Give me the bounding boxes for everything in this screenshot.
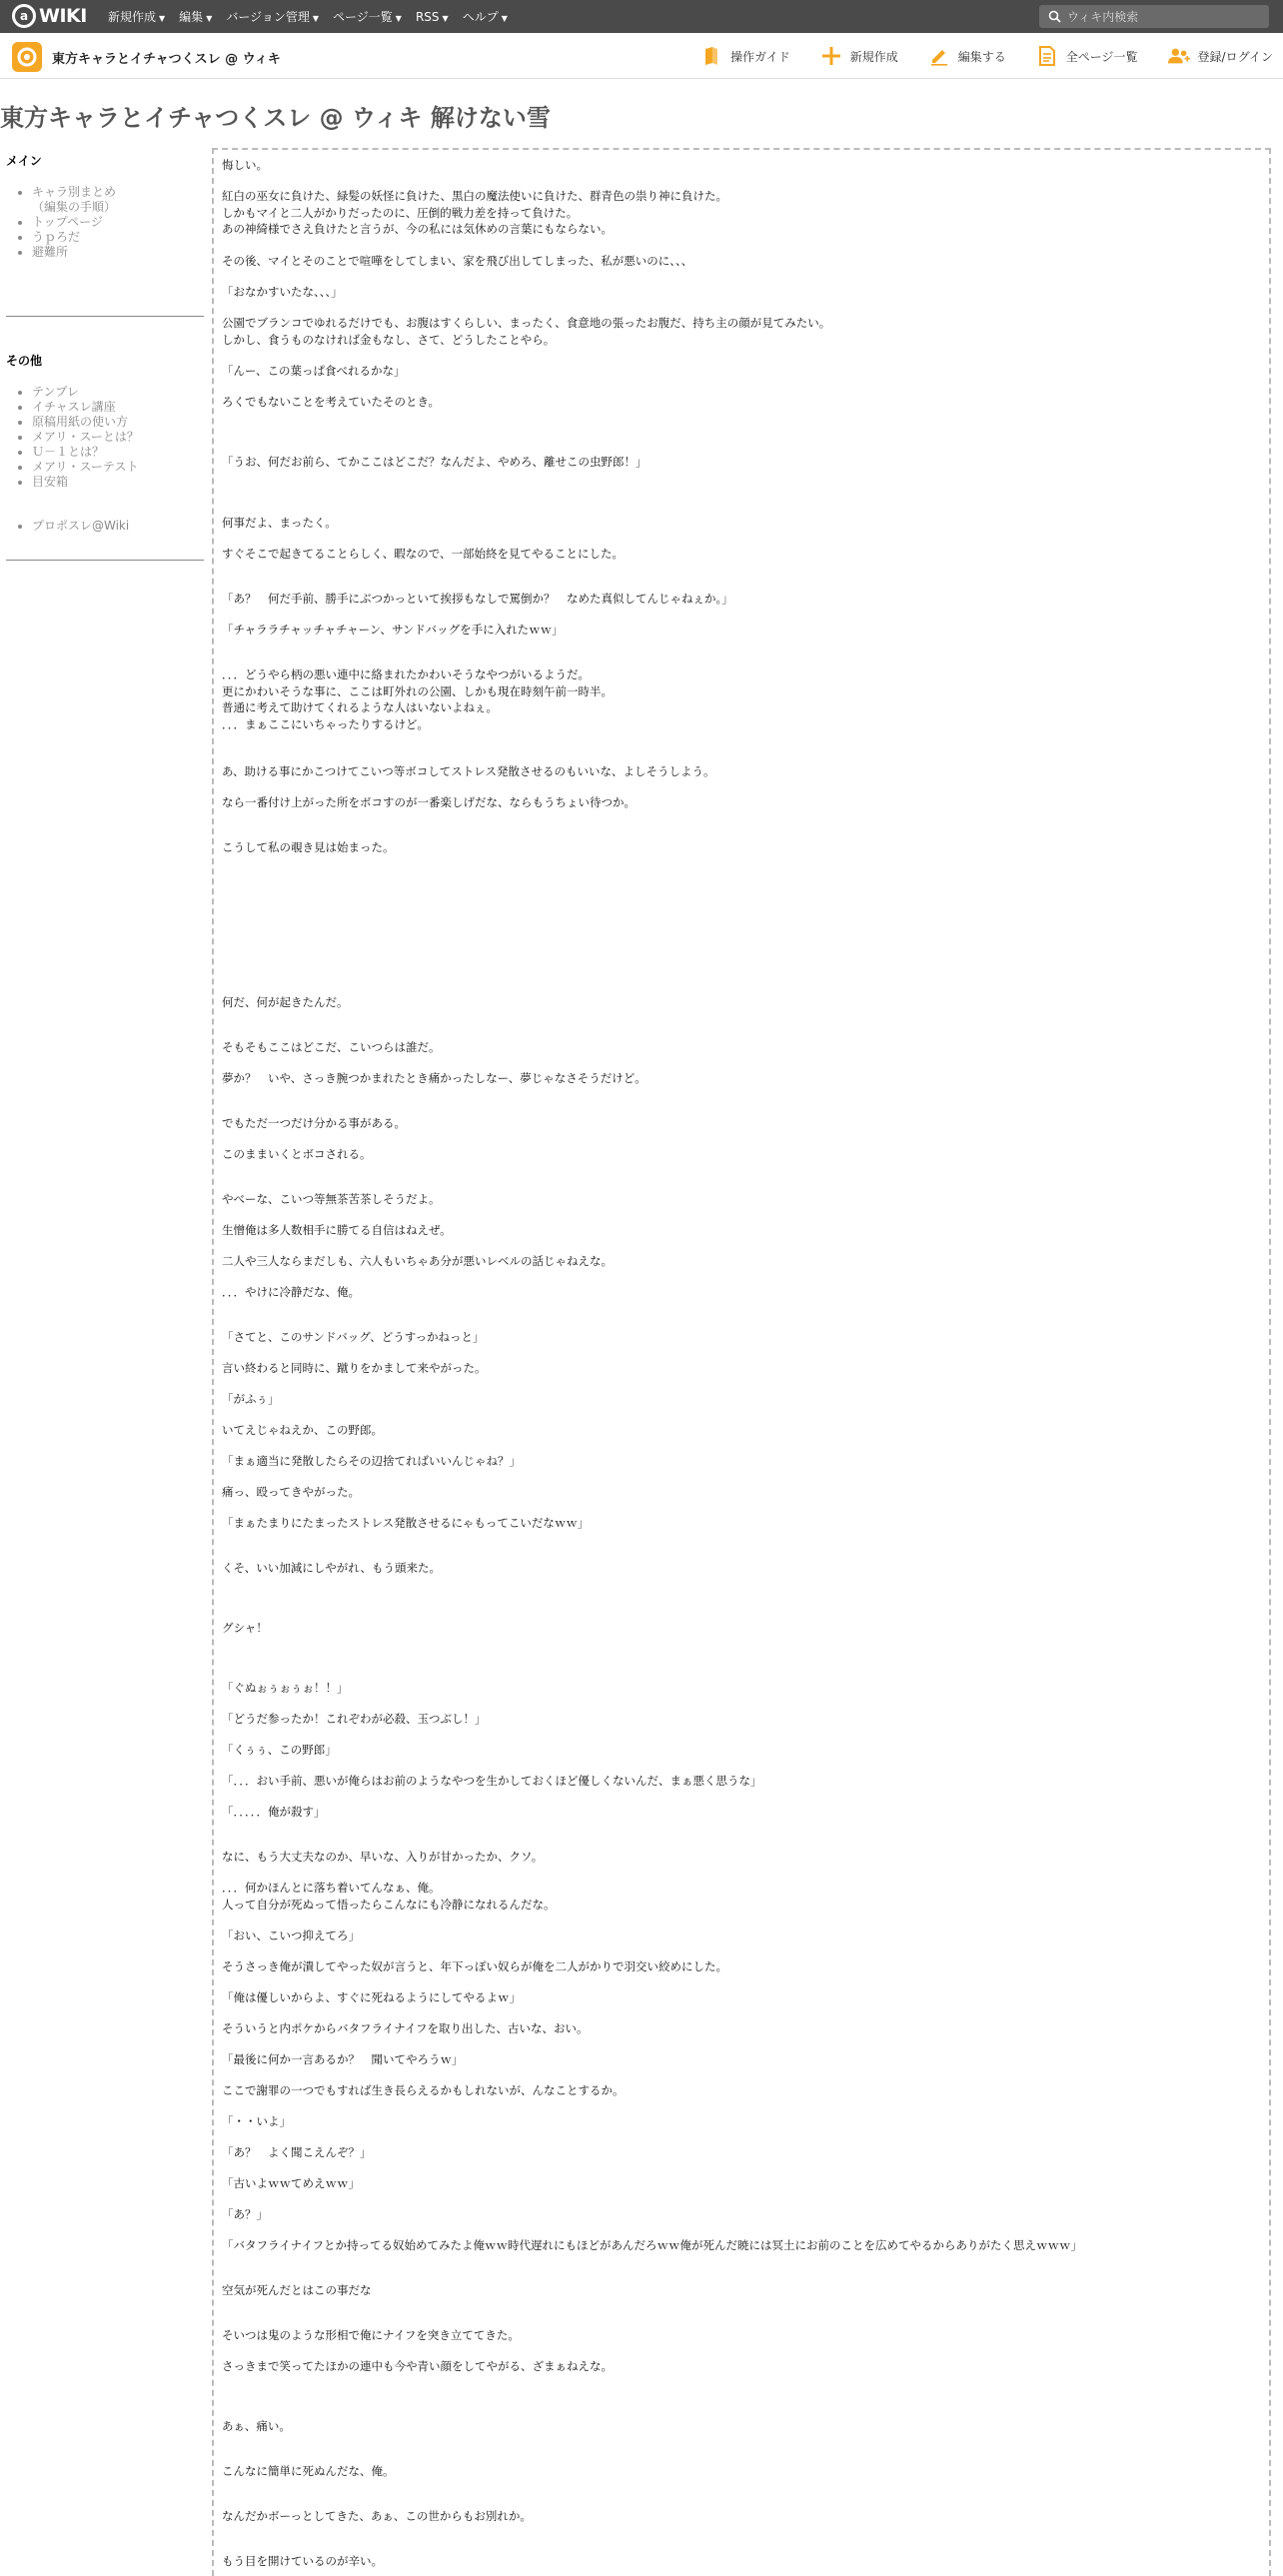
story-paragraph: このままいくとボコされる。 xyxy=(222,1147,372,1161)
story-paragraph: グシャ！ xyxy=(222,1621,268,1635)
story-paragraph: 「んー、この葉っぱ食べれるかな」 xyxy=(222,364,406,378)
menu-version-label: バージョン管理 xyxy=(226,10,310,24)
edit-label: 編集する xyxy=(957,49,1006,64)
story-paragraph: 「古いよｗｗてめえｗｗ」 xyxy=(222,2176,360,2190)
sidebar-main-heading: メイン xyxy=(6,154,42,168)
menu-version[interactable] xyxy=(226,8,319,25)
story-paragraph: こんなに簡単に死ぬんだな、俺。 xyxy=(222,2464,395,2478)
menu-page-list[interactable] xyxy=(333,8,402,25)
sidebar-item-course[interactable] xyxy=(32,400,222,415)
logo-text: WIKI xyxy=(39,5,87,27)
sidebar-link[interactable]: 目安箱 xyxy=(32,475,69,489)
users-icon xyxy=(1168,45,1190,67)
book-icon xyxy=(700,45,722,67)
caret-down-icon: ▼ xyxy=(312,14,320,23)
story-paragraph: さっきまで笑ってたほかの連中も今や青い顔をしてやがる、ざまぁねえな。 xyxy=(222,2359,613,2373)
story-paragraph: 「チャララチャッチャチャーン、サンドバッグを手に入れたｗｗ」 xyxy=(222,623,564,637)
story-paragraph: 「どうだ参ったか！これぞわが必殺、玉つぶし！」 xyxy=(222,1712,487,1726)
caret-down-icon: ▼ xyxy=(395,14,402,23)
story-paragraph: ここで謝罪の一つでもすれば生き長らえるかもしれないが、んなことするか。 xyxy=(222,2083,625,2097)
sidebar-other-heading: その他 xyxy=(6,354,43,368)
menu-help[interactable] xyxy=(463,8,508,25)
story-paragraph: 紅白の巫女に負けた、緑髪の妖怪に負けた、黒白の魔法使いに負けた、群青色の祟り神に負けた。 しかもマイと二人がかりだったのに、圧倒的戦力差を持って負けた。 あの神綺様でさえ負けたと言うが、今の私には気休めの言葉にもならない。 xyxy=(222,189,727,236)
sidebar-link[interactable]: 原稿用紙の使い方 xyxy=(32,415,129,429)
story-paragraph: 「あ？ よく聞こえんぞ？」 xyxy=(222,2145,372,2159)
menu-page-list-label: ページ一覧 xyxy=(333,10,393,24)
story-paragraph: 痛っ、殴ってきやがった。 xyxy=(222,1485,360,1499)
story-paragraph: そういうと内ポケからバタフライナイフを取り出した、古いな、おい。 xyxy=(222,2021,589,2035)
story-paragraph: 何事だよ、まったく。 xyxy=(222,516,337,530)
story-paragraph: 「・・いよ」 xyxy=(222,2114,291,2128)
sidebar-item-uploader[interactable] xyxy=(32,230,222,245)
sidebar-link[interactable]: うｐろだ xyxy=(32,230,81,244)
pencil-icon xyxy=(928,45,950,67)
sidebar-link[interactable]: メアリ・スーテスト xyxy=(32,460,139,474)
top-menu xyxy=(108,0,522,33)
story-paragraph: 「バタフライナイフとか持ってる奴始めてみたよ俺ｗｗ時代遅れにもほどがあんだろｗｗ俺が死んだ暁には冥土にお前のことを広めてやるからありがたく思えｗｗｗ」 xyxy=(222,2238,1082,2252)
login-label: 登録/ログイン xyxy=(1197,49,1273,64)
menu-edit-label: 編集 xyxy=(179,10,204,24)
story-paragraph: そうさっき俺が潰してやった奴が言うと、年下っぽい奴らが俺を二人がかりで羽交い絞めにした。 xyxy=(222,1959,727,1973)
top-navigation-bar xyxy=(0,0,1283,33)
story-paragraph: ．．．何かほんとに落ち着いてんなぁ、俺。 人って自分が死ぬって悟ったらこんなにも冷静になれるんだな。 xyxy=(222,1881,556,1912)
sidebar-item-top-page[interactable] xyxy=(32,215,222,230)
sidebar-link[interactable]: Ｕ－１とは？ xyxy=(32,445,105,459)
story-paragraph: 「さてと、このサンドバッグ、どうすっかねっと」 xyxy=(222,1330,485,1344)
story-paragraph: こうして私の覗き見は始まった。 xyxy=(222,840,395,854)
story-paragraph: すぐそこで起きてることらしく、暇なので、一部始終を見てやることにした。 xyxy=(222,547,625,561)
story-paragraph: その後、マイとそのことで喧嘩をしてしまい、家を飛び出してしまった、私が悪いのに、、、 xyxy=(222,254,693,268)
menu-edit[interactable] xyxy=(179,8,212,25)
story-paragraph: なんだかボーっとしてきた、あぁ、この世からもお別れか。 xyxy=(222,2509,532,2523)
story-paragraph: 公園でブランコでゆれるだけでも、お腹はすくらしい、まったく、食意地の張ったお腹だ、持ち主の顔が見てみたい。 しかし、食うものなければ金もなし、さて、どうしたことやら。 xyxy=(222,316,831,347)
story-paragraph: 夢か？ いや、さっき腕つかまれたとき痛かったしなー、夢じゃなさそうだけど。 xyxy=(222,1071,646,1085)
story-paragraph: ろくでもないことを考えていたそのとき。 xyxy=(222,395,441,409)
site-icon[interactable] xyxy=(12,42,42,72)
story-paragraph: 「俺は優しいからよ、すぐに死ねるようにしてやるよｗ」 xyxy=(222,1990,521,2004)
story-paragraph: あ、助ける事にかこつけてこいつ等ボコしてストレス発散させるのもいいな、よしそうしよう。 xyxy=(222,764,715,778)
sidebar-divider xyxy=(6,560,204,561)
sidebar-item-mary-sue-test[interactable] xyxy=(32,460,222,475)
story-paragraph: もう目を開けているのが辛い。 xyxy=(222,2554,383,2568)
story-paragraph: そいつは鬼のような形相で俺にナイフを突き立ててきた。 xyxy=(222,2328,520,2342)
story-paragraph: でもただ一つだけ分かる事がある。 xyxy=(222,1116,406,1130)
sidebar-link[interactable]: 避難所 xyxy=(32,245,69,259)
search-icon[interactable] xyxy=(1048,10,1061,23)
story-paragraph: 「うお、何だお前ら、てかここはどこだ？なんだよ、やめろ、離せこの虫野郎！」 xyxy=(222,455,647,469)
sidebar-link[interactable]: キャラ別まとめ （編集の手順） xyxy=(32,185,117,214)
guide-button[interactable] xyxy=(700,45,790,67)
sidebar-item-mary-sue[interactable] xyxy=(32,430,222,445)
sidebar-divider xyxy=(6,316,204,317)
story-paragraph: ．．．やけに冷静だな、俺。 xyxy=(222,1285,360,1299)
story-paragraph: 「まぁ適当に発散したらその辺捨てればいいんじゃね？」 xyxy=(222,1454,521,1468)
sidebar-item-manuscript[interactable] xyxy=(32,415,222,430)
sidebar-item-u1[interactable] xyxy=(32,445,222,460)
menu-rss[interactable] xyxy=(416,10,449,24)
story-paragraph: 二人や三人ならまだしも、六人もいちゃあ分が悪いレベルの話じゃねえな。 xyxy=(222,1254,613,1268)
story-paragraph: 「あ？」 xyxy=(222,2207,268,2221)
document-icon xyxy=(1036,45,1058,67)
sidebar-extra-list xyxy=(32,519,222,534)
login-button[interactable] xyxy=(1168,45,1273,67)
site-name-link[interactable]: 東方キャラとイチャつくスレ @ ウィキ xyxy=(52,52,281,67)
story-paragraph: 「くぅぅ、この野郎」 xyxy=(222,1743,337,1757)
story-paragraph: 「がふぅ」 xyxy=(222,1392,280,1406)
story-paragraph: くそ、いい加減にしやがれ、もう頭来た。 xyxy=(222,1561,441,1575)
story-paragraph: いてえじゃねえか、この野郎。 xyxy=(222,1423,383,1437)
atwiki-logo[interactable] xyxy=(12,3,87,29)
sidebar-link[interactable]: メアリ・スーとは？ xyxy=(32,430,139,444)
new-page-button[interactable] xyxy=(820,45,898,67)
story-paragraph: なら一番付け上がった所をボコすのが一番楽しげだな、ならもうちょい待つか。 xyxy=(222,795,636,809)
sidebar-link[interactable]: イチャスレ講座 xyxy=(32,400,116,414)
caret-down-icon: ▼ xyxy=(442,13,449,23)
sidebar-item-evacuation[interactable] xyxy=(32,245,222,260)
wiki-search-box xyxy=(1039,5,1269,28)
story-paragraph: なに、もう大丈夫なのか、早いな、入りが甘かったか、クソ。 xyxy=(222,1850,544,1864)
plus-icon xyxy=(820,45,842,67)
caret-down-icon: ▼ xyxy=(206,14,213,23)
at-sign-icon: a xyxy=(12,4,36,28)
site-header xyxy=(0,33,1283,79)
story-paragraph: 空気が死んだとはこの事だな xyxy=(222,2283,372,2297)
all-pages-label: 全ページ一覧 xyxy=(1065,49,1138,64)
story-paragraph: 生憎俺は多人数相手に勝てる自信はねえぜ。 xyxy=(222,1223,452,1237)
main-content xyxy=(212,148,1271,2576)
story-paragraph: 悔しい。 xyxy=(222,158,268,172)
site-actions xyxy=(670,42,1273,70)
story-paragraph: そもそもここはどこだ、こいつらは誰だ。 xyxy=(222,1040,441,1054)
guide-label: 操作ガイド xyxy=(730,49,790,64)
page-title: 東方キャラとイチャつくスレ @ ウィキ 解けない雪 xyxy=(0,104,551,132)
sidebar-item-character-index[interactable] xyxy=(32,185,222,215)
caret-down-icon: ▼ xyxy=(159,14,166,23)
search-input[interactable] xyxy=(1067,10,1269,24)
menu-rss-label: RSS xyxy=(415,9,440,24)
menu-help-label: ヘルプ xyxy=(462,10,499,24)
menu-new[interactable] xyxy=(108,8,165,25)
story-paragraph: ．．．どうやら柄の悪い連中に絡まれたかわいそうなやつがいるようだ。 更にかわいそうな事に、ここは町外れの公園、しかも現在時刻午前一時半。 普通に考えて助けてくれるような人はいないよねぇ。 ．．．まぁここにいちゃったりするけど。 xyxy=(222,667,613,731)
sidebar-other-list xyxy=(32,385,222,490)
sidebar-link[interactable]: テンプレ xyxy=(32,385,79,399)
story-paragraph: 「あ？ 何だ手前、勝手にぶつかっといて挨拶もなしで罵倒か？ なめた真似してんじゃねぇか。」 xyxy=(222,592,733,606)
sidebar-item-suggestion-box[interactable] xyxy=(32,475,222,490)
story-paragraph: 何だ、何が起きたんだ。 xyxy=(222,995,349,1009)
sidebar-link[interactable]: トップページ xyxy=(32,215,103,229)
story-paragraph: やべーな、こいつ等無茶苦茶しそうだよ。 xyxy=(222,1192,441,1206)
sidebar-main-list xyxy=(32,185,222,260)
all-pages-button[interactable] xyxy=(1036,45,1138,67)
story-paragraph: 「おなかすいたな、、、」 xyxy=(222,285,343,299)
story-paragraph: 「まぁたまりにたまったストレス発散させるにゃもってこいだなｗｗ」 xyxy=(222,1516,590,1530)
story-paragraph: 「ぐぬぉぅぉぅぉ！！」 xyxy=(222,1681,349,1695)
sidebar-item-template[interactable] xyxy=(32,385,222,400)
caret-down-icon: ▼ xyxy=(501,14,508,23)
story-paragraph: 「おい、こいつ抑えてろ」 xyxy=(222,1929,360,1942)
story-paragraph: あぁ、痛い。 xyxy=(222,2419,291,2433)
sidebar-item-propo-wiki[interactable] xyxy=(32,519,222,534)
story-paragraph: 言い終わると同時に、蹴りをかまして来やがった。 xyxy=(222,1361,487,1375)
story-paragraph: 「．．．．．俺が殺す」 xyxy=(222,1805,326,1819)
new-page-label: 新規作成 xyxy=(849,49,898,64)
story-paragraph: 「最後に何か一言あるか？ 聞いてやろうｗ」 xyxy=(222,2052,464,2066)
story-paragraph: 「．．．おい手前、悪いが俺らはお前のようなやつを生かしておくほど優しくないんだ、まぁ悪く思うな」 xyxy=(222,1774,762,1788)
edit-button[interactable] xyxy=(928,45,1006,67)
menu-new-label: 新規作成 xyxy=(108,10,157,24)
sidebar-link[interactable]: プロポスレ@Wiki xyxy=(32,519,130,533)
